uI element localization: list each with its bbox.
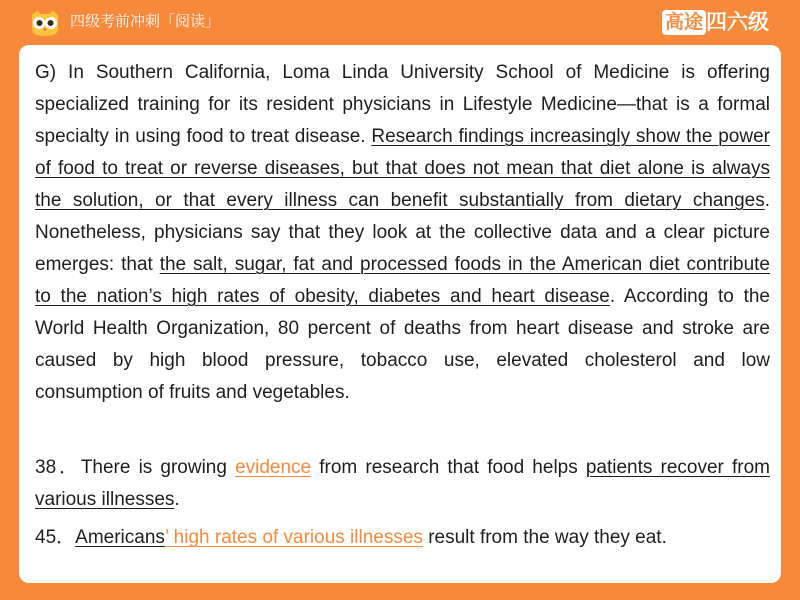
passage-text: G) In Southern California, Loma Linda University School of Medicine is offering [35, 62, 770, 83]
passage-line [35, 345, 770, 377]
passage-line [35, 185, 770, 217]
page-title: 四级考前冲刺「阅读」 [70, 13, 221, 30]
passage-line [35, 153, 770, 185]
passage-text: Nonetheless, physicians say that they look at the collective data and a clear picture [35, 222, 770, 243]
question-text: result from the way they eat. [422, 527, 667, 548]
highlighted-keyword: ’ high rates of various illnesses [164, 527, 423, 548]
passage-line [35, 249, 770, 281]
passage-text: consumption of fruits and vegetables. [35, 382, 350, 403]
passage-text: specialty in using food to treat disease. [35, 126, 372, 147]
question-line [35, 522, 770, 554]
question-list [35, 452, 770, 554]
question-text: . [174, 489, 180, 510]
brand-logo: 高途 [662, 10, 706, 35]
underlined-phrase: of food to treat or reverse diseases, but that does not mean that diet alone is always [35, 158, 770, 179]
underlined-phrase: patients recover from [585, 457, 770, 478]
question-line [35, 452, 770, 484]
passage-text: caused by high blood pressure, tobacco use, elevated cholesterol and low [35, 350, 770, 371]
underlined-phrase: the salt, sugar, fat and processed foods in the American diet contribute [159, 254, 770, 275]
question-38 [35, 452, 770, 516]
passage-paragraph [35, 57, 770, 409]
passage-line [35, 377, 770, 409]
passage-text: . [764, 190, 770, 211]
underlined-phrase: to the nation’s high rates of obesity, diabetes and heart disease [35, 286, 610, 307]
passage-line [35, 121, 770, 153]
top-bar [0, 0, 800, 45]
underlined-phrase: the solution, or that every illness can benefit substantially from dietary changes [35, 190, 765, 211]
brand-subtitle: 四六级 [706, 11, 769, 34]
passage-text: World Health Organization, 80 percent of deaths from heart disease and stroke are [35, 318, 770, 339]
question-45 [35, 522, 770, 554]
passage-text: specialized training for its resident physicians in Lifestyle Medicine—that is a formal [35, 94, 770, 115]
passage-line [35, 57, 770, 89]
question-number: 45． [35, 527, 76, 548]
question-text: There is growing [80, 457, 236, 478]
passage-text: . According to the [609, 286, 770, 307]
passage-line [35, 89, 770, 121]
passage-line [35, 313, 770, 345]
underlined-phrase: Research findings increasingly show the power [371, 126, 770, 147]
question-line [35, 484, 770, 516]
passage-line [35, 217, 770, 249]
question-number: 38． [35, 457, 81, 478]
owl-icon [29, 9, 61, 37]
highlighted-keyword: evidence [235, 457, 312, 478]
passage-line [35, 281, 770, 313]
content-card [19, 45, 781, 583]
underlined-phrase: various illnesses [35, 489, 175, 510]
passage-text: emerges: that [35, 254, 160, 275]
underlined-phrase: Americans [75, 527, 165, 548]
question-text: from research that food helps [311, 457, 586, 478]
